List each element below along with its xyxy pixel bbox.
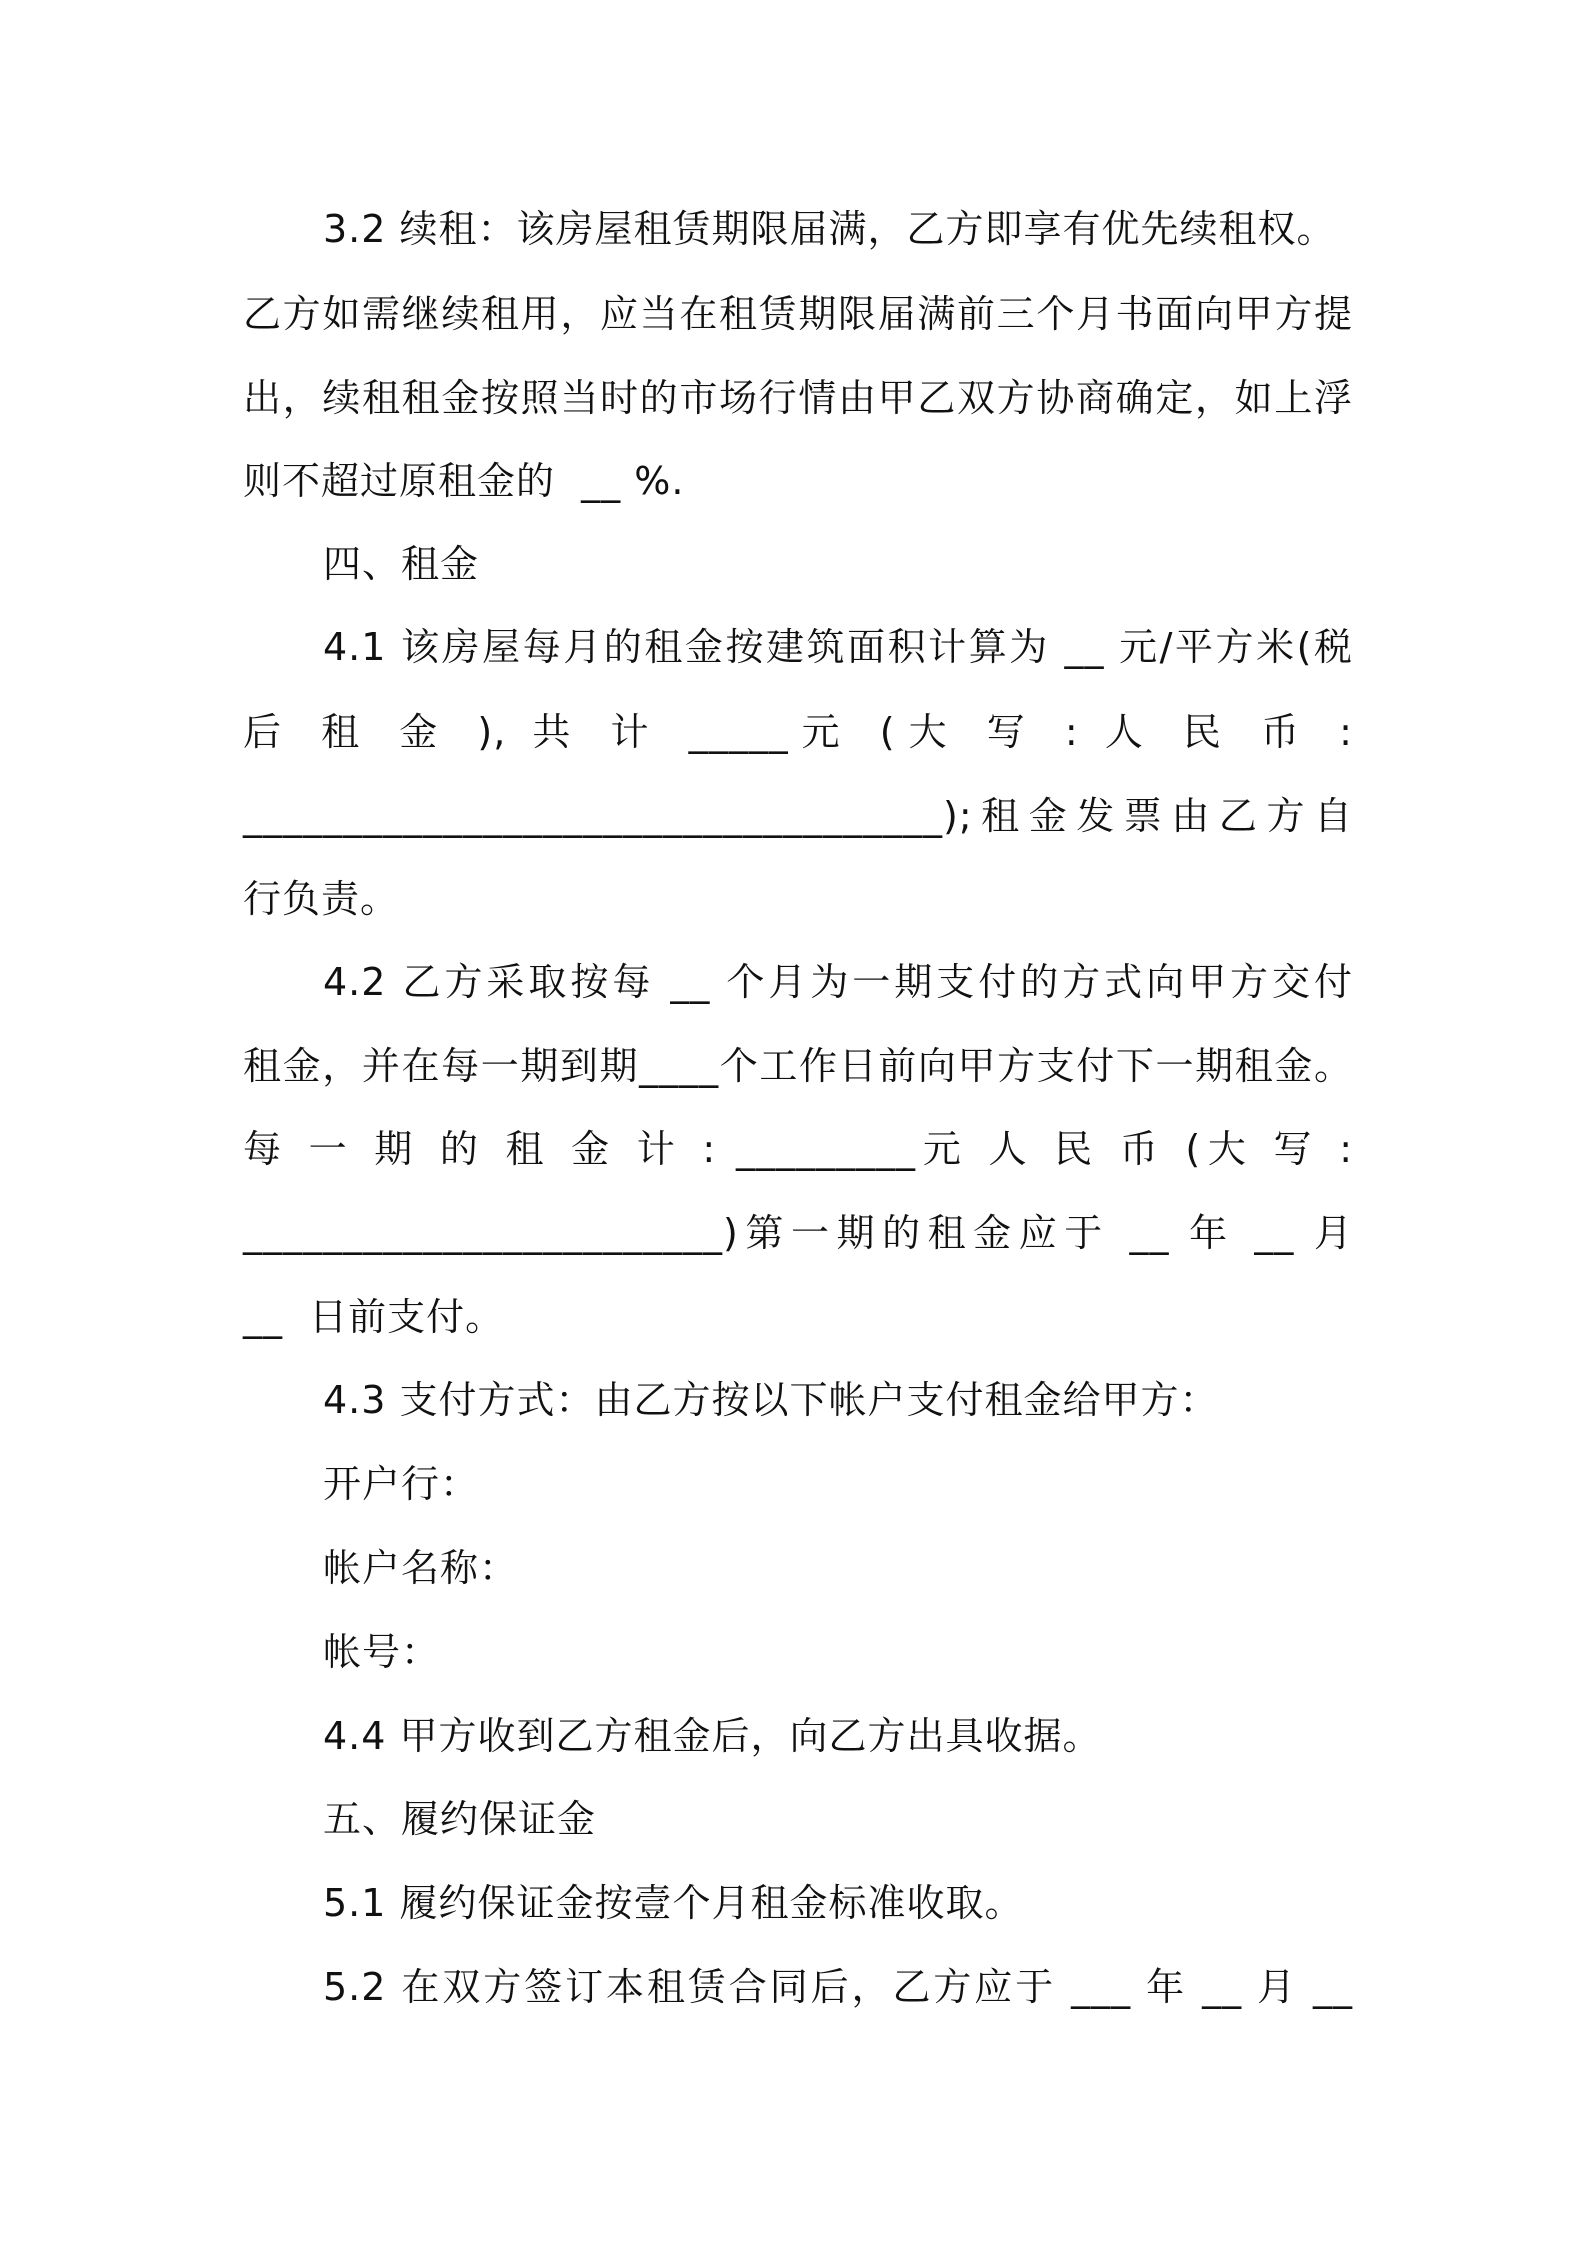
text-line: 行负责。 <box>243 877 400 921</box>
text-line: 则不超过原租金的 __ %. <box>243 459 685 503</box>
text-line: __ 日前支付。 <box>243 1295 505 1339</box>
text-line: 4.1 该房屋每月的租金按建筑面积计算为 __ 元/平方米(税 <box>323 625 1353 669</box>
text-line: 后 租 金 ), 共 计 _____元 (大 写 : 人 民 币 : <box>243 710 1353 754</box>
text-line: 开户行： <box>323 1462 480 1506</box>
text-line: 4.4 甲方收到乙方租金后，向乙方出具收据。 <box>323 1714 1102 1758</box>
text-line: 租金，并在每一期到期____个工作日前向甲方支付下一期租金。 <box>243 1044 1353 1088</box>
text-line: 3.2 续租：该房屋租赁期限届满，乙方即享有优先续租权。 <box>323 207 1336 251</box>
text-line: 4.3 支付方式：由乙方按以下帐户支付租金给甲方： <box>323 1378 1219 1422</box>
text-line: ___________________________________);租金发票由乙方自 <box>243 794 1353 838</box>
text-line: 帐户名称： <box>323 1546 519 1590</box>
section-heading: 五、履约保证金 <box>323 1797 597 1841</box>
text-line: 出，续租租金按照当时的市场行情由甲乙双方协商确定，如上浮 <box>243 376 1353 420</box>
text-line: 帐号： <box>323 1630 441 1674</box>
section-heading: 四、租金 <box>323 542 480 586</box>
text-line: 乙方如需继续租用，应当在租赁期限届满前三个月书面向甲方提 <box>243 292 1353 336</box>
text-line: 4.2 乙方采取按每 __ 个月为一期支付的方式向甲方交付 <box>323 960 1353 1004</box>
text-line: 每 一 期 的 租 金 计 : _________元 人 民 币 (大 写 : <box>243 1127 1353 1171</box>
text-line: 5.2 在双方签订本租赁合同后，乙方应于 ___ 年 __ 月 __ <box>323 1965 1353 2009</box>
text-line: ________________________)第一期的租金应于 __ 年 __ 月 <box>243 1211 1353 1255</box>
text-line: 5.1 履约保证金按壹个月租金标准收取。 <box>323 1881 1024 1925</box>
